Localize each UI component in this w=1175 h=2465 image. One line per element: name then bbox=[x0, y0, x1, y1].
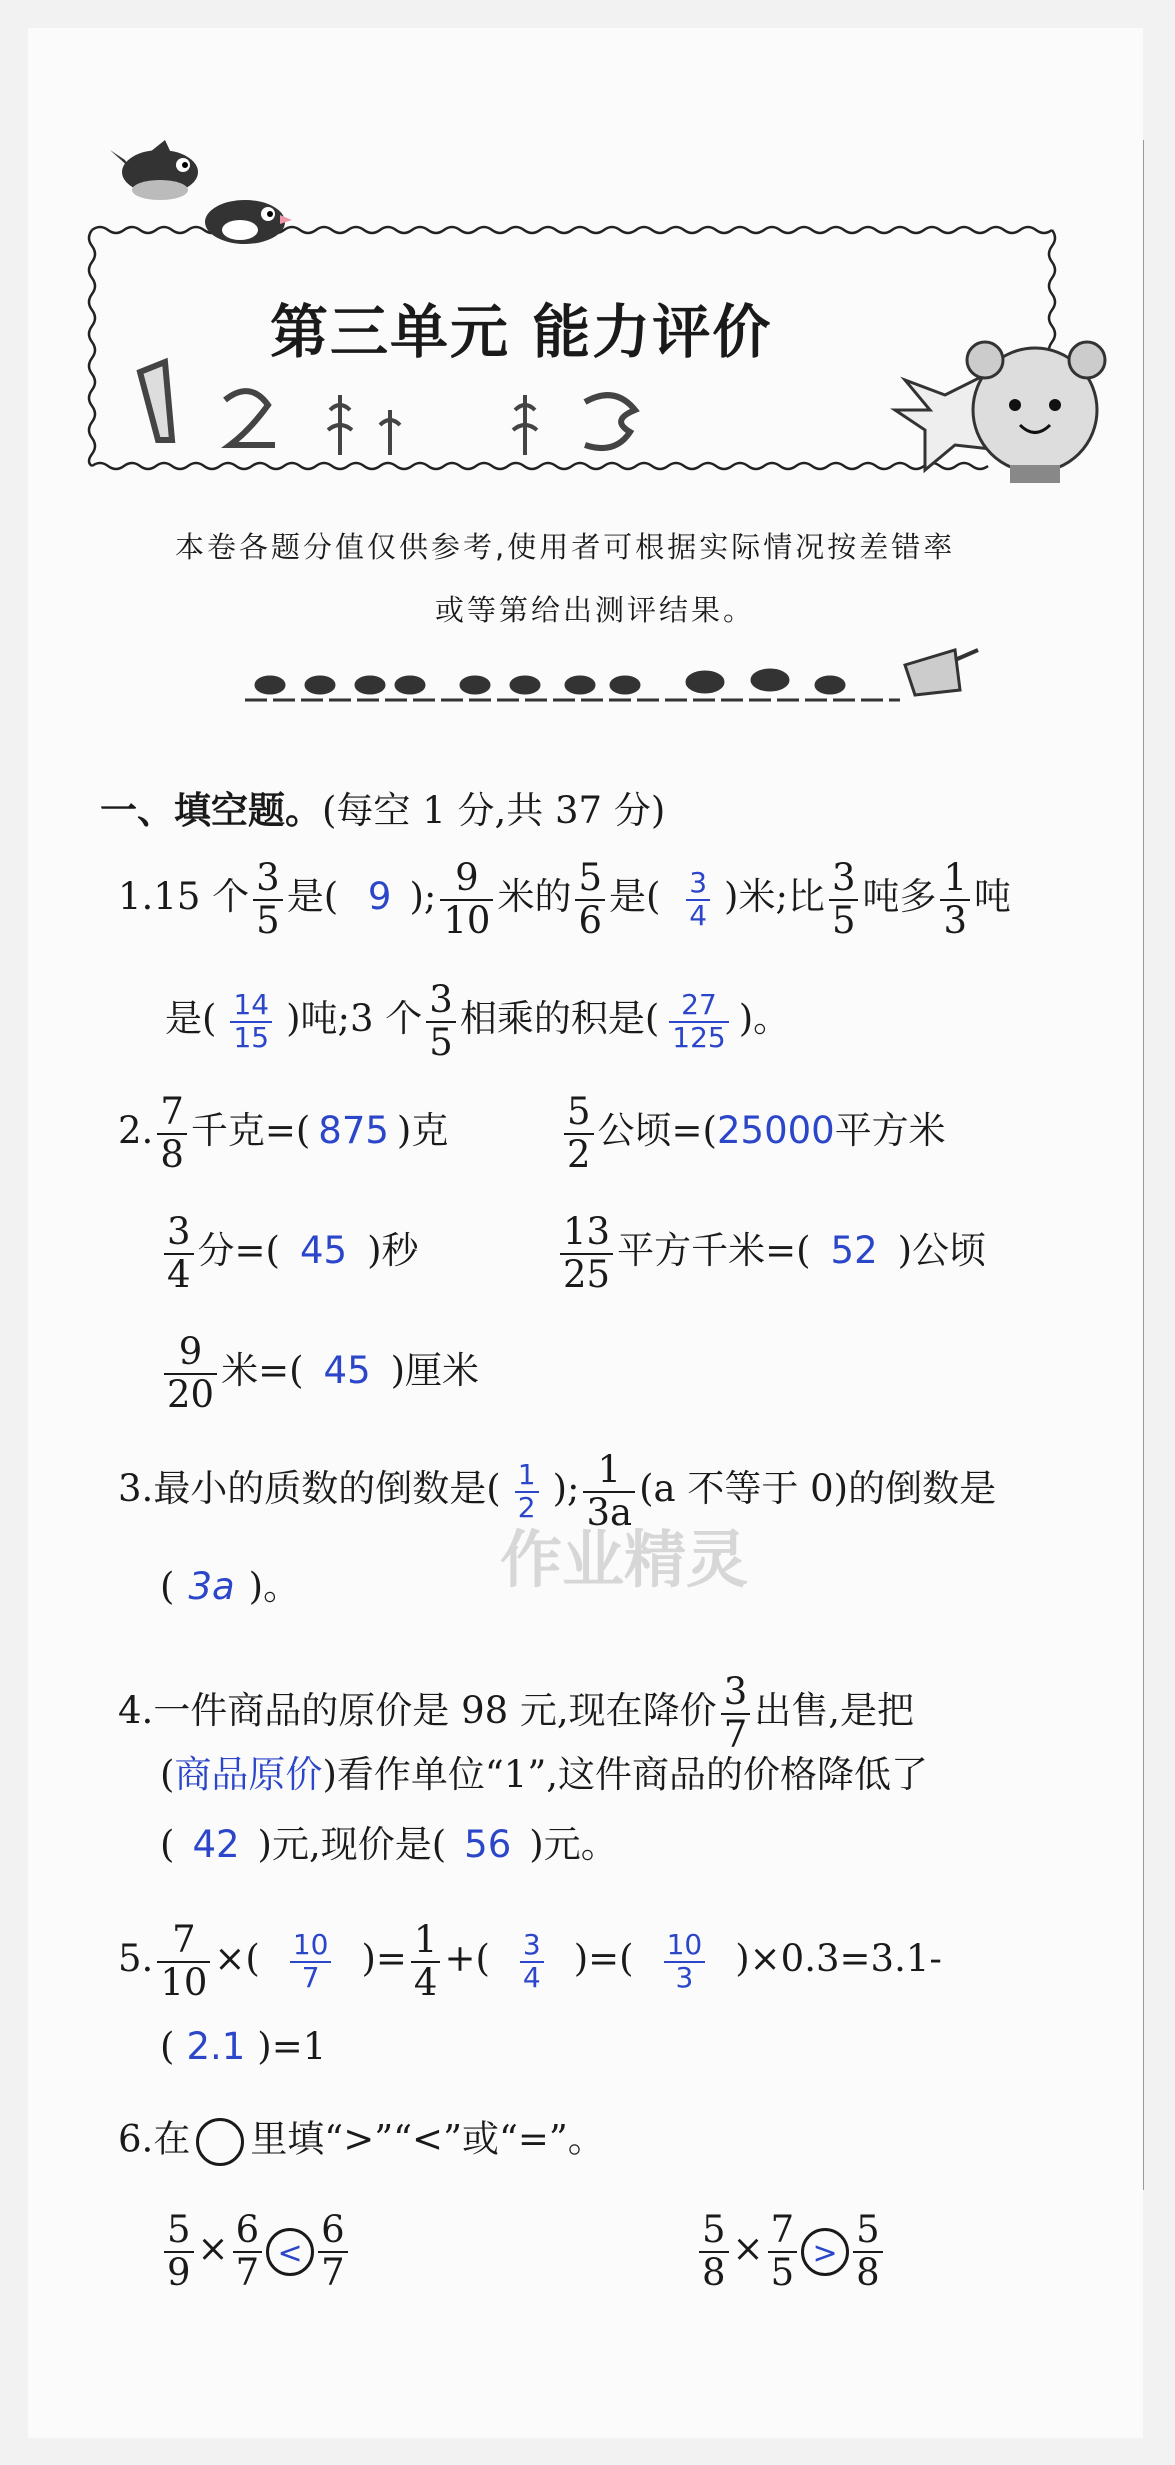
question-4-line-2: (商品原价)看作单位“1”,这件商品的价格降低了 bbox=[160, 1753, 929, 1796]
fraction: $\frac{1}{3a}$ bbox=[583, 1450, 635, 1533]
question-4-line-1: 4.一件商品的原价是 98 元,现在降价 $\frac{3}{7}$ 出售,是把 bbox=[118, 1670, 914, 1756]
fraction: $\frac{3}{5}$ bbox=[829, 858, 859, 941]
answer-circle: > bbox=[801, 2228, 849, 2276]
question-2-row-5: $\frac{9}{20}$ 米=( 45 )厘米 bbox=[160, 1332, 479, 1415]
fraction: $\frac{1}{4}$ bbox=[411, 1920, 441, 2003]
question-6-left: $\frac{5}{9}$ × $\frac{6}{7}$ < $\frac{6}{7}$ bbox=[160, 2210, 352, 2293]
question-6-line-1: 6.在 里填“>”“<”或“=”。 bbox=[118, 2118, 605, 2166]
answer: 3a bbox=[188, 1565, 235, 1608]
answer: 56 bbox=[464, 1823, 512, 1866]
answer-fraction: $\frac{3}{4}$ bbox=[686, 868, 710, 932]
watermark: 作业精灵 bbox=[500, 1523, 749, 1596]
fraction: $\frac{5}{9}$ bbox=[164, 2210, 194, 2293]
question-3-line-1: 3.最小的质数的倒数是( $\frac{1}{2}$ ); $\frac{1}{3a}$ (a 不等于 0)的倒数是 bbox=[118, 1448, 997, 1534]
question-2-row-1: 2. $\frac{7}{8}$ 千克=( 875 )克 bbox=[118, 1090, 449, 1176]
answer: 42 bbox=[192, 1823, 240, 1866]
answer-fraction: $\frac{10}{7}$ bbox=[290, 1930, 332, 1994]
answer: 商品原价 bbox=[174, 1753, 323, 1796]
section-score: (每空 1 分,共 37 分) bbox=[322, 789, 666, 832]
fraction: $\frac{5}{8}$ bbox=[699, 2210, 729, 2293]
question-4-line-3: ( 42 )元,现价是( 56 )元。 bbox=[160, 1823, 618, 1866]
fraction: $\frac{5}{8}$ bbox=[853, 2210, 883, 2293]
question-2-row-4: $\frac{13}{25}$ 平方千米=( 52 )公顷 bbox=[556, 1212, 986, 1295]
fraction: $\frac{7}{8}$ bbox=[157, 1092, 187, 1175]
fraction: $\frac{7}{10}$ bbox=[157, 1920, 210, 2003]
fraction: $\frac{3}{7}$ bbox=[721, 1672, 751, 1755]
answer: 52 bbox=[830, 1229, 878, 1273]
bird-icon bbox=[205, 200, 292, 244]
question-1-line-1: 1.15 个 $\frac{3}{5}$ 是( 9 ); $\frac{9}{10}$ 米的 $\frac{5}{6}$ 是( $\frac{3}{4}$ )米;比 $\frac{3}{5}$ 吨多 $\frac{1}{3}$ 吨 bbox=[118, 856, 1012, 942]
fraction: $\frac{3}{5}$ bbox=[426, 980, 456, 1063]
answer: 2.1 bbox=[186, 2025, 246, 2068]
note-line-1: 本卷各题分值仅供参考,使用者可根据实际情况按差错率 bbox=[175, 530, 956, 564]
answer: 25000 bbox=[716, 1109, 835, 1153]
page-title: 第三单元 能力评价 bbox=[270, 298, 773, 366]
bear-icon bbox=[895, 342, 1105, 483]
fraction: $\frac{3}{4}$ bbox=[164, 1212, 194, 1295]
question-3-line-2: ( 3a )。 bbox=[160, 1565, 301, 1608]
question-1-line-2: 是( $\frac{14}{15}$ )吨;3 个 $\frac{3}{5}$ 相乘的积是( $\frac{27}{125}$ )。 bbox=[165, 978, 791, 1064]
bird-icon bbox=[110, 140, 198, 200]
fraction: $\frac{9}{20}$ bbox=[164, 1332, 217, 1415]
note-line-2: 或等第给出测评结果。 bbox=[435, 593, 756, 627]
answer-circle: < bbox=[266, 2228, 314, 2276]
fraction: $\frac{13}{25}$ bbox=[560, 1212, 613, 1295]
fraction: $\frac{5}{2}$ bbox=[564, 1092, 594, 1175]
fraction: $\frac{3}{5}$ bbox=[253, 858, 283, 941]
answer: 45 bbox=[323, 1349, 371, 1393]
question-2-row-3: $\frac{3}{4}$ 分=( 45 )秒 bbox=[160, 1212, 419, 1295]
number-sprouts-decoration bbox=[140, 362, 635, 455]
fraction: $\frac{9}{10}$ bbox=[440, 858, 493, 941]
blank-circle-icon bbox=[196, 2118, 244, 2166]
question-6-right: $\frac{5}{8}$ × $\frac{7}{5}$ > $\frac{5}{8}$ bbox=[695, 2210, 887, 2293]
answer-fraction: $\frac{3}{4}$ bbox=[520, 1930, 544, 1994]
answer: 875 bbox=[318, 1109, 389, 1153]
question-5-line-2: ( 2.1 )=1 bbox=[160, 2025, 327, 2068]
section-heading bbox=[100, 780, 665, 834]
answer-fraction: $\frac{1}{2}$ bbox=[515, 1460, 539, 1524]
question-5-line-1: 5. $\frac{7}{10}$ ×( $\frac{10}{7}$ )= $\frac{1}{4}$ +( $\frac{3}{4}$ )=( $\frac{10}{3}$ )×0.3=3.1- bbox=[118, 1918, 942, 2004]
fraction: $\frac{6}{7}$ bbox=[318, 2210, 348, 2293]
section-title: 一、填空题。 bbox=[100, 789, 322, 832]
question-2-row-2: $\frac{5}{2}$ 公顷=(25000平方米 bbox=[560, 1092, 946, 1175]
fraction: $\frac{6}{7}$ bbox=[233, 2210, 263, 2293]
fraction: $\frac{1}{3}$ bbox=[940, 858, 970, 941]
fraction: $\frac{7}{5}$ bbox=[768, 2210, 798, 2293]
fraction: $\frac{5}{6}$ bbox=[575, 858, 605, 941]
answer-fraction: $\frac{14}{15}$ bbox=[230, 990, 272, 1054]
answer: 9 bbox=[367, 875, 392, 919]
answer: 45 bbox=[299, 1229, 348, 1273]
answer-fraction: $\frac{27}{125}$ bbox=[669, 990, 728, 1054]
answer-fraction: $\frac{10}{3}$ bbox=[664, 1930, 706, 1994]
vine-divider-decoration bbox=[245, 650, 978, 700]
